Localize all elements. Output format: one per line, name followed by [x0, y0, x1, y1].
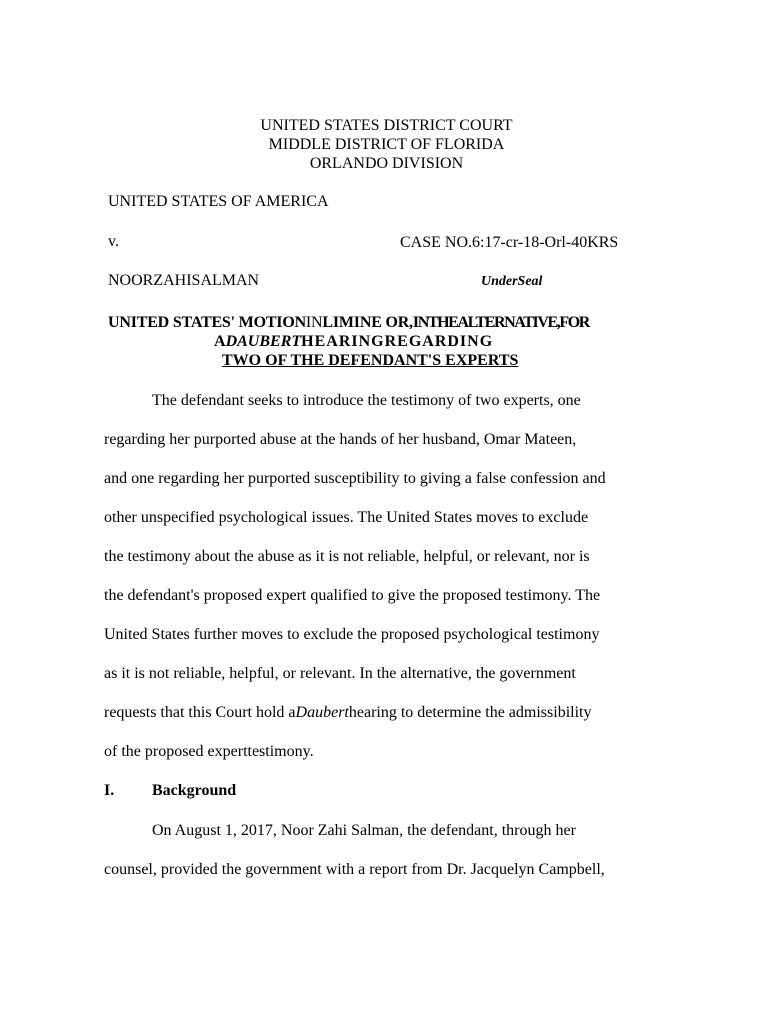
body-segment: hearing to determine the admissibility: [348, 704, 592, 721]
court-name: UNITED STATES DISTRICT COURT: [260, 117, 513, 134]
body-line: as it is not reliable, helpful, or relevant. In the alternative, the government: [104, 665, 576, 682]
section-heading: Background: [152, 782, 237, 799]
title-segment: INTHEALTERNATIVE,FOR: [412, 314, 589, 331]
title-segment: A: [214, 333, 226, 350]
title-segment: UNITED STATES' MOTION: [108, 314, 306, 331]
body-line: the defendant's proposed expert qualified to give the proposed testimony. The: [104, 587, 601, 604]
background-line: On August 1, 2017, Noor Zahi Salman, the defendant, through her: [152, 822, 576, 839]
title-segment: IN: [305, 314, 323, 331]
body-line: The defendant seeks to introduce the testimony of two experts, one: [152, 392, 581, 409]
versus-label: v.: [108, 233, 119, 250]
motion-title-line-2: [214, 333, 493, 351]
body-line: and one regarding her purported susceptibility to giving a false confession and: [104, 470, 606, 487]
under-seal-label: UnderSeal: [481, 274, 543, 289]
body-line: other unspecified psychological issues. The United States moves to exclude: [104, 509, 589, 526]
background-line: counsel, provided the government with a report from Dr. Jacquelyn Campbell,: [104, 861, 605, 878]
court-district: MIDDLE DISTRICT OF FLORIDA: [268, 136, 505, 153]
body-line: [104, 704, 591, 722]
title-segment: LIMINE OR,: [322, 314, 413, 331]
section-number: I.: [104, 782, 115, 799]
body-line: United States further moves to exclude the proposed psychological testimony: [104, 626, 600, 643]
body-segment: requests that this Court hold a: [104, 704, 296, 721]
daubert-italic: DAUBERT: [225, 333, 302, 350]
motion-title-line-3: TWO OF THE DEFENDANT'S EXPERTS: [222, 352, 519, 369]
daubert-italic: Daubert: [295, 704, 349, 721]
body-line: the testimony about the abuse as it is not reliable, helpful, or relevant, nor is: [104, 548, 590, 565]
defendant-name: NOORZAHISALMAN: [108, 272, 260, 289]
plaintiff-name: UNITED STATES OF AMERICA: [108, 193, 329, 210]
title-segment: HEARINGREGARDING: [301, 333, 494, 350]
court-division: ORLANDO DIVISION: [309, 155, 464, 172]
body-line: of the proposed experttestimony.: [104, 743, 314, 760]
body-line: regarding her purported abuse at the hands of her husband, Omar Mateen,: [104, 431, 577, 448]
motion-title-line-1: [108, 314, 589, 332]
case-number: CASE NO.6:17-cr-18-Orl-40KRS: [400, 234, 619, 251]
